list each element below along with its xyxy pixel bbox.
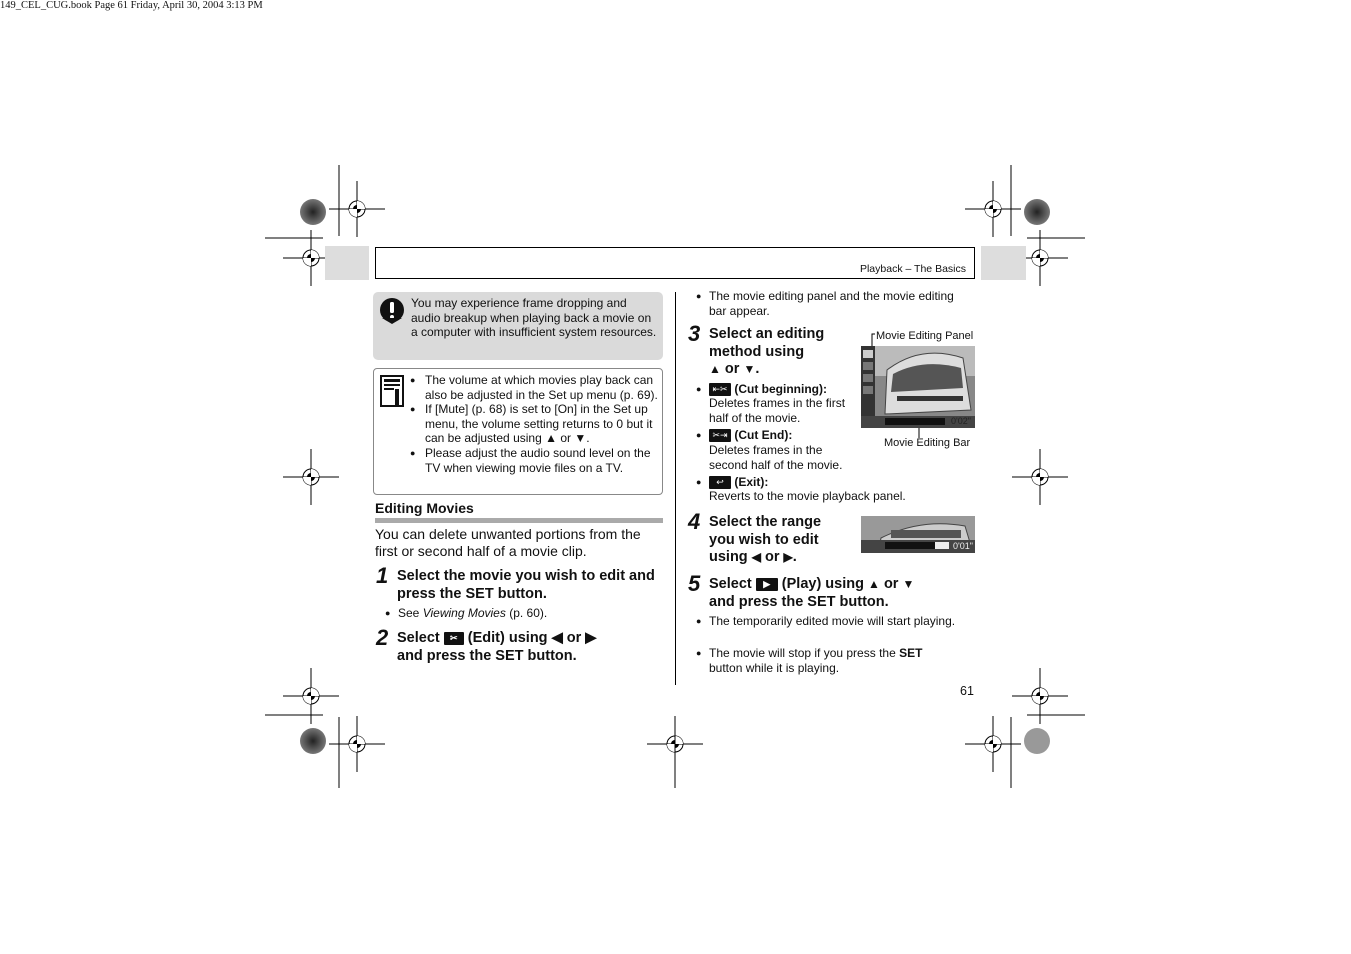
down-arrow-icon: ▼ (574, 431, 587, 446)
step-number: 1 (376, 563, 389, 588)
registration-mark (1012, 668, 1068, 724)
column-divider (675, 292, 676, 685)
return-icon: ↩ (709, 476, 731, 489)
note-list (410, 373, 658, 475)
scissors-icon: ✂ (444, 632, 464, 645)
page-number: 61 (960, 684, 974, 698)
step-1-bullet: ● See Viewing Movies (p. 60). (385, 606, 678, 621)
left-arrow-icon: ◀ (551, 630, 563, 646)
step-number: 2 (376, 625, 389, 650)
cut-end-icon: ✂⇥ (709, 429, 731, 442)
right-arrow-icon: ▶ (585, 630, 597, 646)
header-tab-left (325, 246, 369, 280)
step-2-note: ● The movie editing panel and the movie editing bar appear. (696, 289, 969, 318)
cut-beginning-icon: ⇤✂ (709, 383, 731, 396)
header-tab-right (981, 246, 1026, 280)
time-readout: 0'01" (953, 541, 973, 551)
page-header (375, 247, 975, 279)
step-3-text: Select an editing method using ▲ or ▼. (709, 326, 825, 377)
registration-mark (283, 668, 339, 724)
play-icon: ▶ (756, 578, 778, 591)
print-slug: 149_CEL_CUG.book Page 61 Friday, April 30, 2004 3:13 PM (0, 0, 263, 11)
registration-mark (965, 181, 1021, 237)
time-readout: 0'02" (951, 416, 971, 426)
section-underline (375, 518, 663, 523)
registration-mark (1012, 449, 1068, 505)
registration-mark (283, 449, 339, 505)
note-box (373, 368, 663, 495)
intro-paragraph: You can delete unwanted portions from the first or second half of a movie clip. (375, 526, 641, 559)
step-5-bullet: ● The movie will stop if you press the SET button while it is playing. (696, 646, 959, 675)
right-arrow-icon: ▶ (783, 550, 793, 564)
caution-box (373, 292, 663, 360)
step-5-bullet: ● The temporarily edited movie will start playing. (696, 614, 959, 629)
up-arrow-icon: ▲ (545, 431, 557, 446)
registration-mark (329, 181, 385, 237)
caution-icon (379, 298, 405, 324)
edit-option-exit: ● ↩ (Exit): (696, 475, 979, 490)
up-arrow-icon: ▲ (709, 362, 721, 376)
edit-option-cut-beginning: ● ⇤✂ (Cut beginning): (696, 382, 859, 397)
caution-text: You may experience frame dropping and audio breakup when playing back a movie on a computer with insufficient system resources. (411, 296, 657, 340)
cut-beginning-desc: Deletes frames in the first half of the movie. (709, 396, 846, 425)
left-arrow-icon: ◀ (751, 550, 761, 564)
step-5-text: Select ▶ (Play) using ▲ or ▼ and press the SET button. (709, 576, 915, 610)
registration-mark (965, 716, 1021, 772)
note-item: ● If [Mute] (p. 68) is set to [On] in the Set up menu, the volume setting returns to 0 but it can be adjusted using ▲ or ▼. (410, 402, 658, 446)
step-1-text: Select the movie you wish to edit and press the SET button. (397, 568, 655, 602)
section-title-header: Playback – The Basics (859, 263, 966, 275)
exit-desc: Reverts to the movie playback panel. (709, 489, 906, 503)
note-item: ● The volume at which movies play back can also be adjusted in the Set up menu (p. 69). (410, 373, 658, 402)
cut-end-desc: Deletes frames in the second half of the movie. (709, 443, 843, 472)
step-number: 3 (688, 321, 701, 346)
down-arrow-icon: ▼ (902, 577, 915, 591)
step-number: 4 (688, 509, 701, 534)
registration-mark (329, 716, 385, 772)
movie-editing-panel-label: Movie Editing Panel (876, 330, 974, 342)
down-arrow-icon: ▼ (743, 362, 756, 376)
edit-option-cut-end: ● ✂⇥ (Cut End): (696, 428, 859, 443)
note-icon (380, 375, 404, 407)
section-heading: Editing Movies (375, 500, 474, 516)
up-arrow-icon: ▲ (868, 577, 880, 591)
step-number: 5 (688, 571, 701, 596)
movie-editing-bar-label: Movie Editing Bar (884, 437, 971, 449)
step-4-text: Select the range you wish to edit using ◀ or ▶. (709, 514, 822, 565)
note-item: ● Please adjust the audio sound level on the TV when viewing movie files on a TV. (410, 446, 658, 475)
step-2-text: Select ✂ (Edit) using ◀ or ▶ and press the SET button. (397, 630, 597, 664)
